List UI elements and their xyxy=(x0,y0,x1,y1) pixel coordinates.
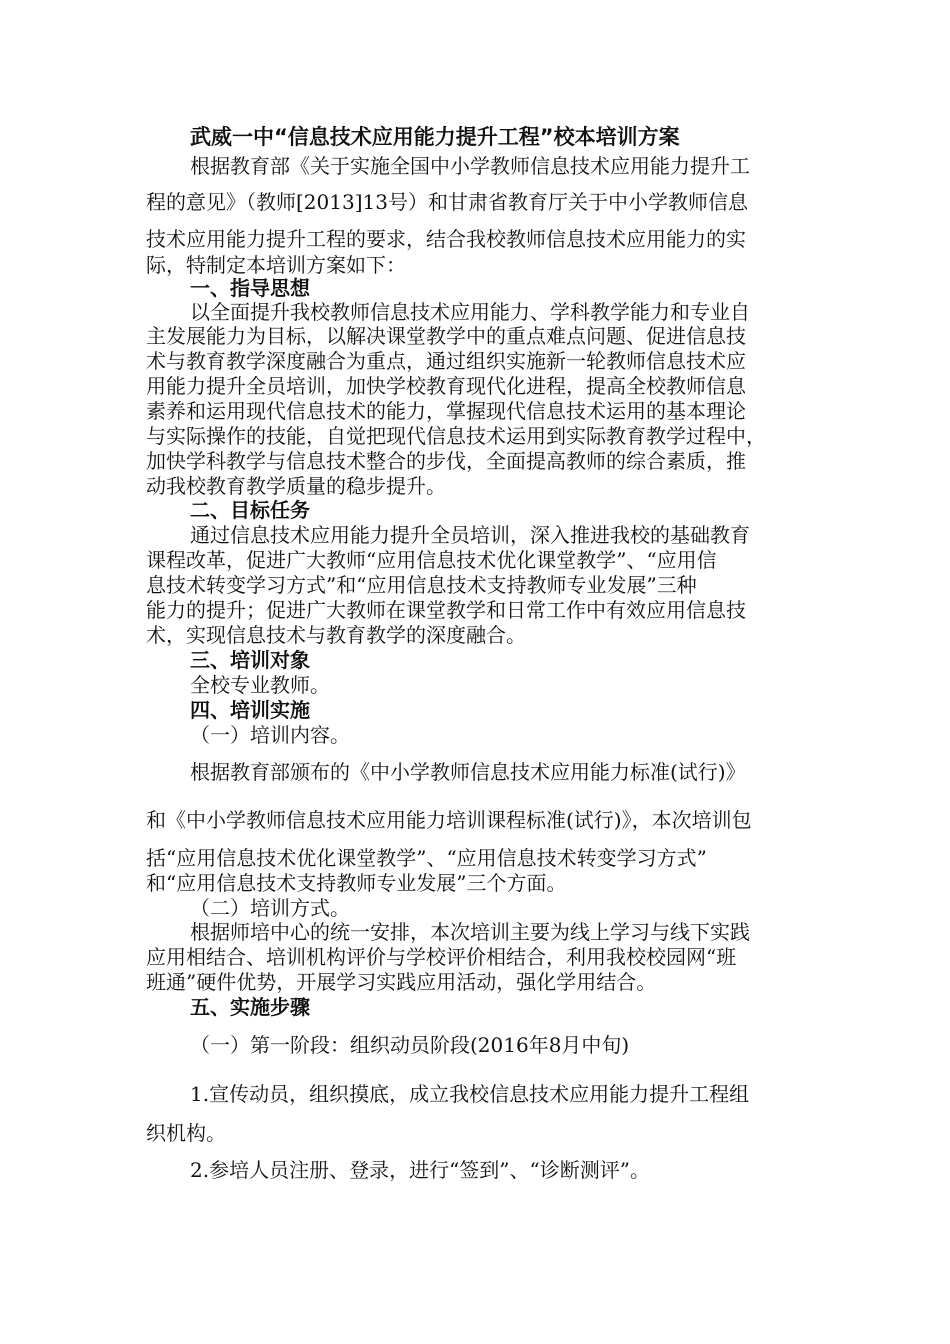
body-line: 动我校教育教学质量的稳步提升。 xyxy=(146,474,446,498)
body-line: 和“应用信息技术支持教师专业发展”三个方面。 xyxy=(146,871,567,895)
body-line: 和《中小学教师信息技术应用能力培训课程标准(试行)》，本次培训包 xyxy=(146,808,752,832)
body-line: 技术应用能力提升工程的要求，结合我校教师信息技术应用能力的实 xyxy=(146,227,746,251)
body-line: 2.参培人员注册、登录，进行“签到”、“诊断测评”。 xyxy=(190,1158,650,1182)
subsection-heading: （一）第一阶段：组织动员阶段(2016年8月中旬) xyxy=(190,1033,630,1057)
body-line: 根据师培中心的统一安排，本次培训主要为线上学习与线下实践 xyxy=(190,920,750,944)
body-line: 通过信息技术应用能力提升全员培训，深入推进我校的基础教育 xyxy=(190,523,750,547)
body-line: 括“应用信息技术优化课堂教学”、“应用信息技术转变学习方式” xyxy=(146,846,707,870)
body-line: 术与教育教学深度融合为重点，通过组织实施新一轮教师信息技术应 xyxy=(146,349,746,373)
body-line: 以全面提升我校教师信息技术应用能力、学科教学能力和专业自 xyxy=(190,300,750,324)
body-line: 根据教育部颁布的《中小学教师信息技术应用能力标准(试行)》 xyxy=(190,760,746,784)
section-heading: 三、培训对象 xyxy=(190,648,310,672)
body-line: 全校专业教师。 xyxy=(190,673,330,697)
section-heading: 四、培训实施 xyxy=(190,698,310,722)
body-line: 班通”硬件优势，开展学习实践应用活动，强化学用结合。 xyxy=(146,970,657,994)
section-heading: 五、实施步骤 xyxy=(190,995,310,1019)
body-line: 1.宣传动员，组织摸底，成立我校信息技术应用能力提升工程组 xyxy=(190,1082,750,1106)
section-heading: 二、目标任务 xyxy=(190,498,310,522)
section-heading: 一、指导思想 xyxy=(190,276,310,300)
body-line: 与实际操作的技能，自觉把现代信息技术运用到实际教育教学过程中， xyxy=(146,424,766,448)
body-line: 程的意见》（教师[2013]13号）和甘肃省教育厅关于中小学教师信息 xyxy=(146,190,748,214)
subsection-heading: （一）培训内容。 xyxy=(190,723,350,747)
body-line: 术，实现信息技术与教育教学的深度融合。 xyxy=(146,623,526,647)
body-line: 息技术转变学习方式”和“应用信息技术支持教师专业发展”三种 xyxy=(146,573,697,597)
subsection-heading: （二）培训方式。 xyxy=(190,896,350,920)
body-line: 主发展能力为目标，以解决课堂教学中的重点难点问题、促进信息技 xyxy=(146,324,746,348)
body-line: 素养和运用现代信息技术的能力，掌握现代信息技术运用的基本理论 xyxy=(146,399,746,423)
document-title: 武威一中“信息技术应用能力提升工程”校本培训方案 xyxy=(190,125,680,149)
body-line: 用能力提升全员培训，加快学校教育现代化进程，提高全校教师信息 xyxy=(146,374,746,398)
body-line: 加快学科教学与信息技术整合的步伐，全面提高教师的综合素质，推 xyxy=(146,449,746,473)
body-line: 能力的提升；促进广大教师在课堂教学和日常工作中有效应用信息技 xyxy=(146,598,746,622)
body-line: 际，特制定本培训方案如下： xyxy=(146,253,406,277)
body-line: 根据教育部《关于实施全国中小学教师信息技术应用能力提升工 xyxy=(190,154,750,178)
body-line: 应用相结合、培训机构评价与学校评价相结合，利用我校校园网“班 xyxy=(146,945,737,969)
body-line: 课程改革，促进广大教师“应用信息技术优化课堂教学”、“应用信 xyxy=(146,548,717,572)
body-line: 织机构。 xyxy=(146,1121,226,1145)
